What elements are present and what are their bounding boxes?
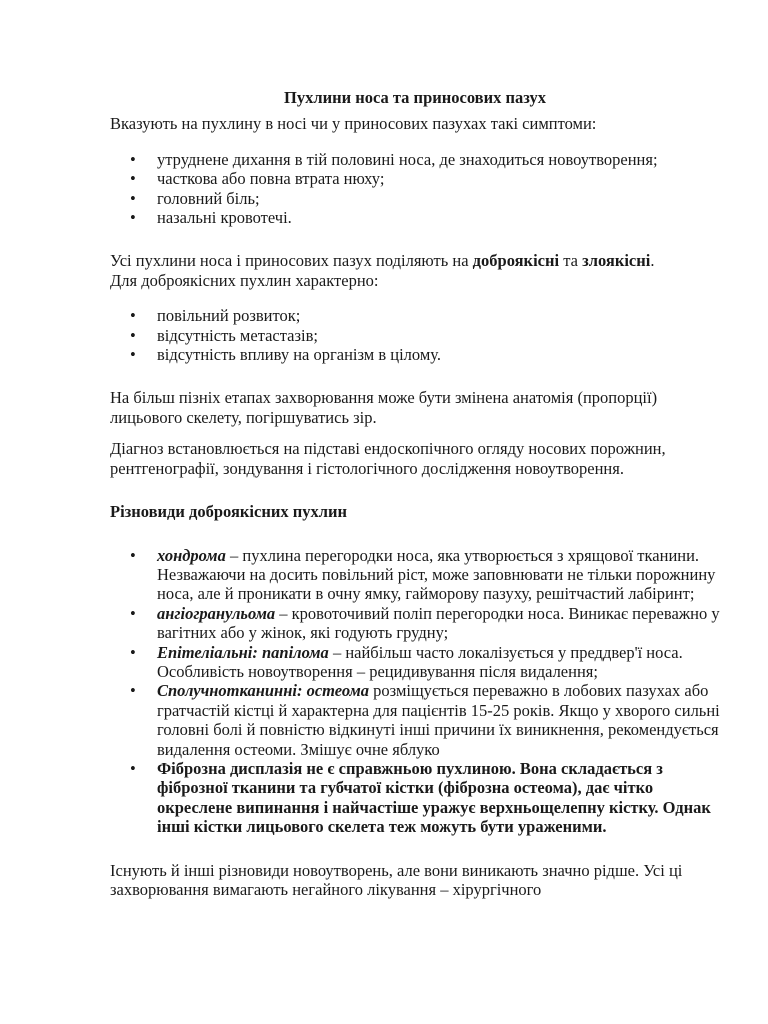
benign-term: доброякісні <box>472 251 560 271</box>
bullet-icon: • <box>130 169 136 189</box>
papilloma-term: Епітеліальні: папілома <box>157 642 329 662</box>
symptoms-list <box>110 150 720 228</box>
document-page <box>110 88 720 899</box>
document-title: Пухлини носа та приносових пазух <box>283 88 547 107</box>
bullet-icon: • <box>130 208 136 228</box>
malignant-term: злоякісні <box>582 251 651 271</box>
list-item: • ангіогранульома – кровоточивий поліп перегородки носа. Виникає переважно у вагітних або у жінок, які годують грудну; <box>130 603 720 643</box>
bullet-icon: • <box>130 306 136 326</box>
bullet-icon: • <box>130 345 136 365</box>
bullet-icon: • <box>130 545 136 565</box>
list-item: • хондрома – пухлина перегородки носа, яка утворюється з хрящової тканини. Незважаючи на досить повільний ріст, може заповнювати не тільки порожнину носа, але й проникати в очну ямку, гайморову пазуху, решітчастий лабіринт; <box>130 545 716 604</box>
bullet-icon: • <box>130 642 136 662</box>
list-item: • утруднене дихання в тій половині носа, де знаходиться новоутворення; <box>130 149 658 169</box>
bullet-icon: • <box>130 188 136 208</box>
tumor-types-list <box>110 546 720 837</box>
bullet-icon: • <box>130 681 136 701</box>
bullet-icon: • <box>130 758 136 778</box>
list-item: • Фіброзна дисплазія не є справжньою пухлиною. Вона складається з фіброзної тканини та губчатої кістки (фіброзна остеома), дає чітко окреслене випинання і найчастіше уражує верхньощелепну кістку. Однак інші кістки лицьового скелета теж можуть бути ураженими. <box>130 758 711 837</box>
list-item: • відсутність впливу на організм в цілому. <box>130 345 442 365</box>
list-item: • назальні кровотечі. <box>130 208 292 228</box>
types-heading: Різновиди доброякісних пухлин <box>110 502 348 522</box>
list-item: • Епітеліальні: папілома – найбільш часто локалізується у преддвер'ї носа. Особливість новоутворення – рецидивування після видалення; <box>130 642 683 681</box>
dysplasia-term: Фіброзна дисплазія <box>157 758 303 778</box>
bullet-icon: • <box>130 149 136 169</box>
late-stage-paragraph: На більш пізніх етапах захворювання може бути змінена анатомія (пропорції) лицьового скелету, погіршуватись зір. <box>110 388 658 427</box>
benign-traits-list <box>110 306 720 364</box>
list-item: • повільний розвиток; <box>130 306 301 326</box>
angiogranuloma-term: ангіогранульома <box>157 603 276 623</box>
bullet-icon: • <box>130 603 136 623</box>
diagnosis-paragraph: Діагноз встановлюється на підставі ендоскопічного огляду носових порожнин, рентгенографії, зондування і гістологічного дослідження новоутворення. <box>110 439 666 478</box>
classification-paragraph: Усі пухлини носа і приносових пазух поділяють на доброякісні та злоякісні. Для доброякісних пухлин характерно: <box>110 251 655 290</box>
chondroma-term: хондрома <box>157 545 226 565</box>
list-item: • часткова або повна втрата нюху; <box>130 169 385 189</box>
list-item: • відсутність метастазів; <box>130 325 318 345</box>
bullet-icon: • <box>130 325 136 345</box>
intro-paragraph: Вказують на пухлину в носі чи у приносових пазухах такі симптоми: <box>110 114 597 134</box>
osteoma-term: Сполучнотканинні: остеома <box>157 681 370 701</box>
closing-paragraph: Існують й інші різновиди новоутворень, але вони виникають значно рідше. Усі ці захворювання вимагають негайного лікування – хірургічного <box>110 860 683 899</box>
list-item: • головний біль; <box>130 188 260 208</box>
list-item: • Сполучнотканинні: остеома розміщується переважно в лобових пазухах або гратчастій кістці й характерна для пацієнтів 15-25 років. Якщо у хворого сильні головні болі й повністю відкинуті інші причини їх виникнення, рекомендується видалення остеоми. Змішує очне яблуко <box>130 681 720 759</box>
